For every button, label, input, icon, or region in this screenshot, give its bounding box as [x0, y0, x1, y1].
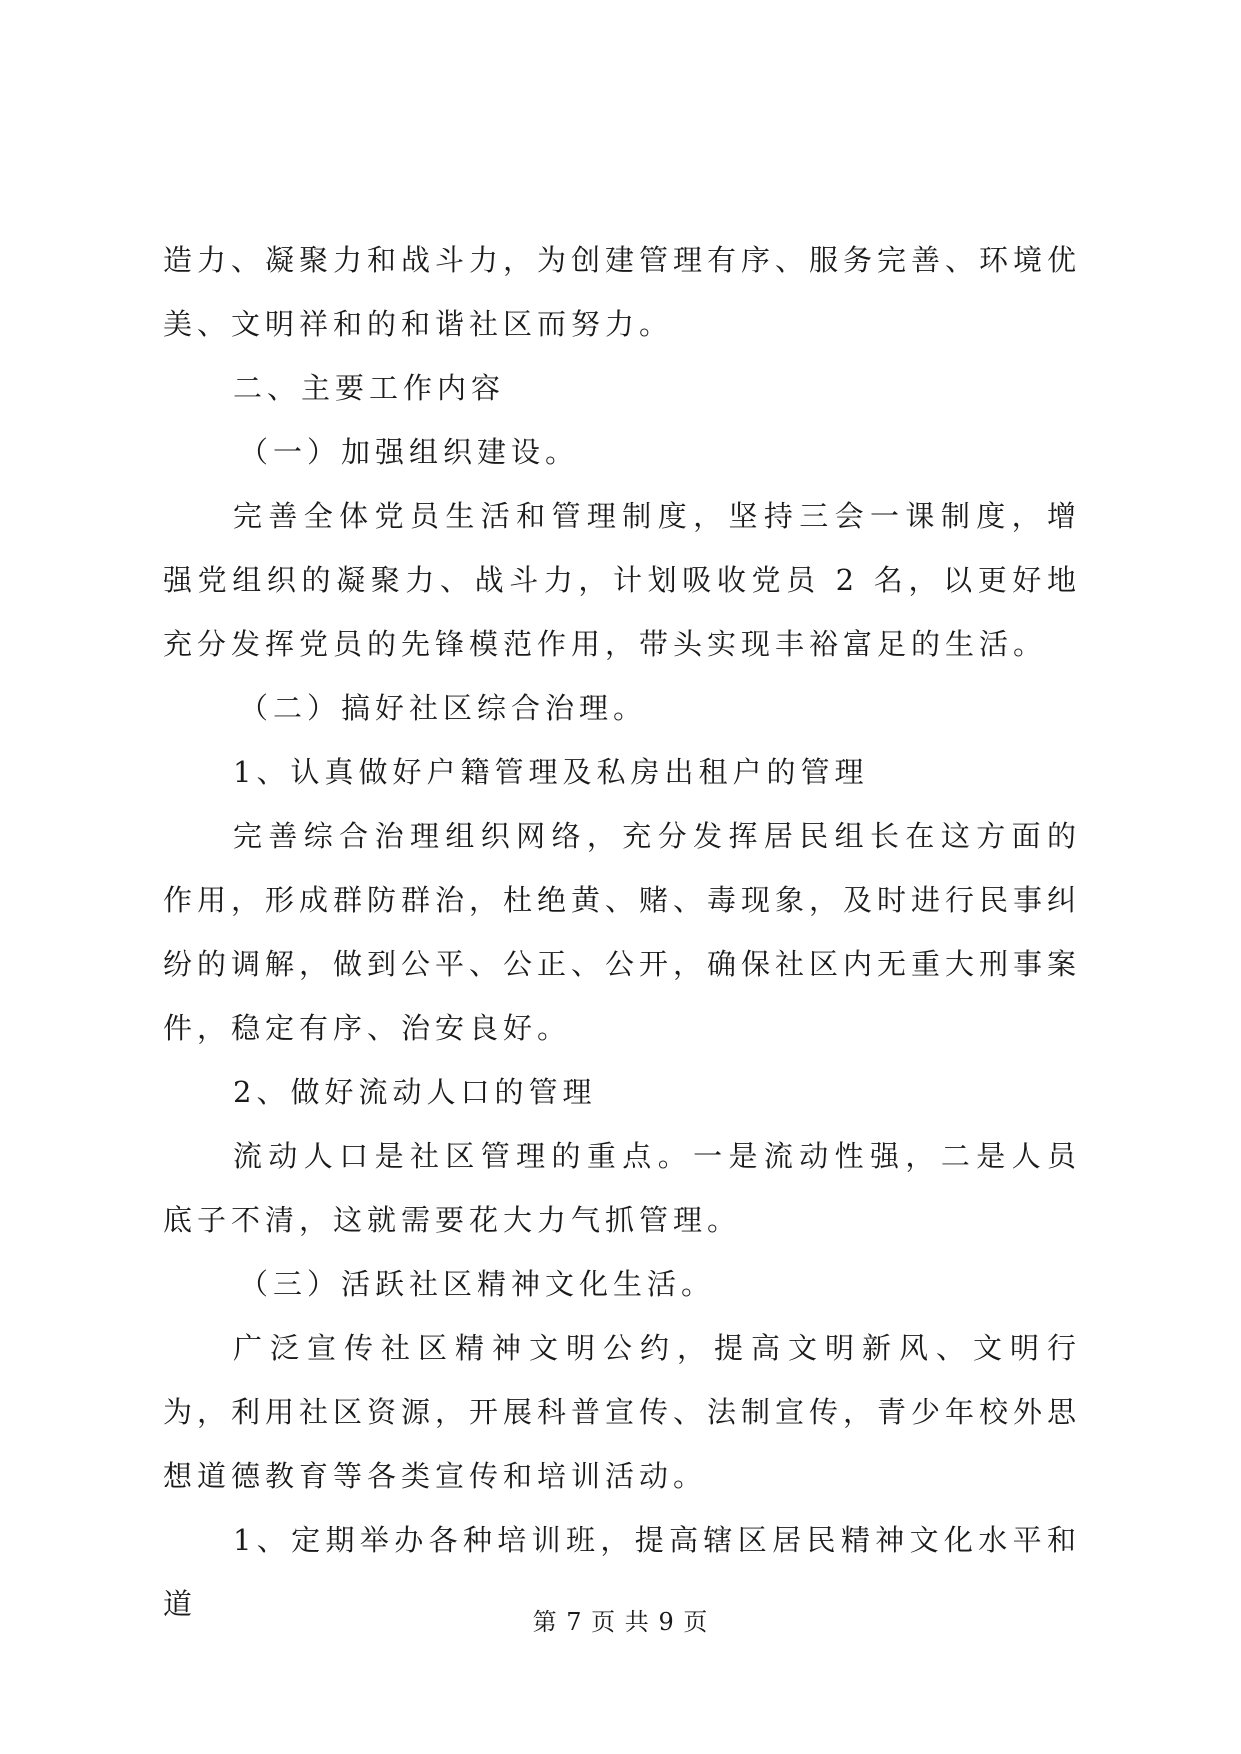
page-number-footer: 第 7 页 共 9 页 [532, 1608, 709, 1636]
subsection-heading-culture: （三）活跃社区精神文化生活。 [239, 1267, 716, 1301]
paragraph-civic-publicity: 广泛宣传社区精神文明公约，提高文明新风、文明行为，利用社区资源，开展科普宣传、法制宣传，青少年校外思想道德教育等各类宣传和培训活动。 [163, 1331, 1082, 1493]
subsection-heading-organization: （一）加强组织建设。 [239, 435, 580, 469]
item-heading-floating-population: 2、做好流动人口的管理 [233, 1075, 597, 1109]
paragraph-governance-network: 完善综合治理组织网络，充分发挥居民组长在这方面的作用，形成群防群治，杜绝黄、赌、毒现象，及时进行民事纠纷的调解，做到公平、公正、公开，确保社区内无重大刑事案件，稳定有序、治安良好。 [163, 819, 1082, 1045]
section-heading-main-work: 二、主要工作内容 [233, 371, 506, 405]
subsection-heading-governance: （二）搞好社区综合治理。 [239, 691, 648, 725]
document-body [163, 228, 1081, 1636]
paragraph-training-classes: 1、定期举办各种培训班，提高辖区居民精神文化水平和道 [163, 1523, 1081, 1621]
paragraph-party-members: 完善全体党员生活和管理制度，坚持三会一课制度，增强党组织的凝聚力、战斗力，计划吸收党员 2 名，以更好地充分发挥党员的先锋模范作用，带头实现丰裕富足的生活。 [163, 499, 1081, 661]
paragraph-floating-population: 流动人口是社区管理的重点。一是流动性强，二是人员底子不清，这就需要花大力气抓管理。 [163, 1139, 1081, 1237]
paragraph-continuation: 造力、凝聚力和战斗力，为创建管理有序、服务完善、环境优美、文明祥和的和谐社区而努力。 [163, 243, 1082, 341]
item-heading-household-registration: 1、认真做好户籍管理及私房出租户的管理 [233, 755, 869, 789]
